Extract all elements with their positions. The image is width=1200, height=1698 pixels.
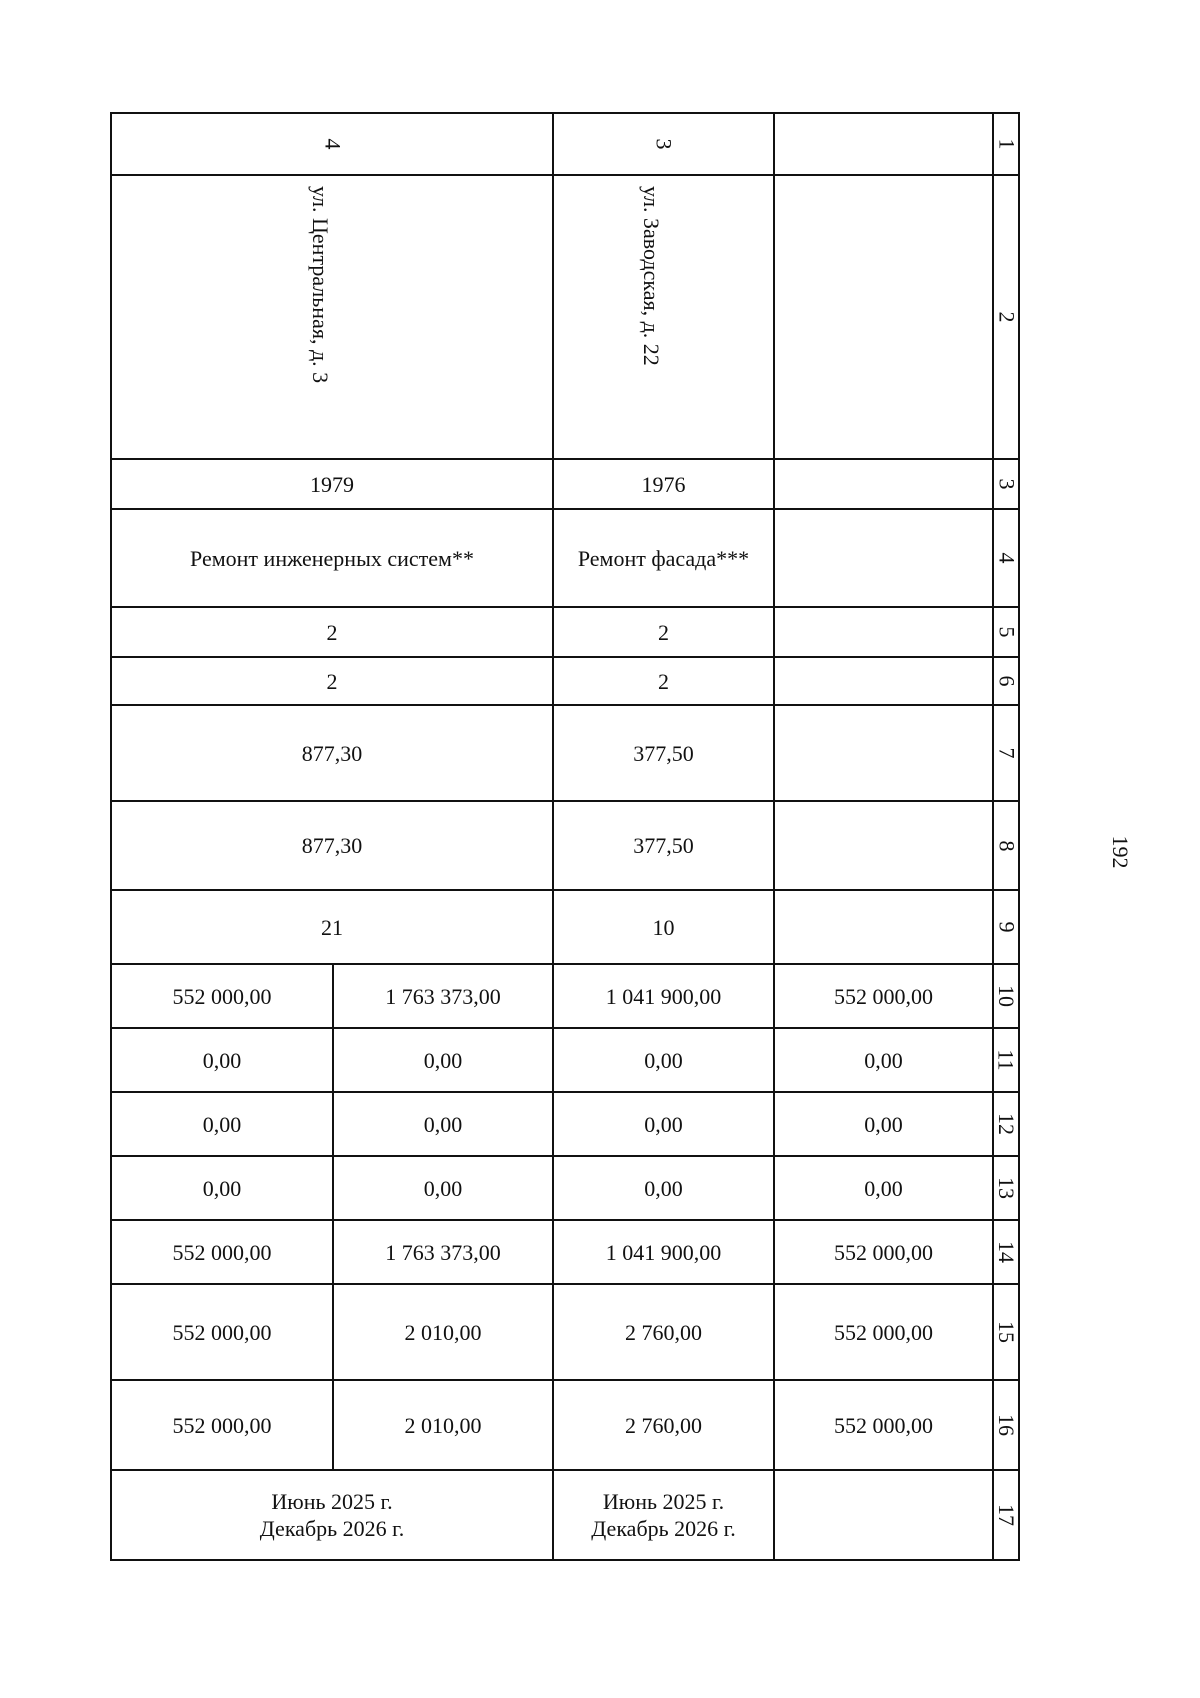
row-number-text: 14 <box>994 1241 1019 1263</box>
row-number <box>994 1157 1018 1219</box>
row-number <box>994 891 1018 963</box>
left-column-address: ул. Центральная, д. 3 <box>308 186 333 384</box>
table-cell: 552 000,00 <box>834 1239 933 1265</box>
row-number-text: 8 <box>994 840 1019 851</box>
table-cell: 0,00 <box>202 1111 242 1137</box>
row-number-text: 10 <box>994 985 1019 1007</box>
mid-column-year: 1976 <box>641 471 686 497</box>
mid-column-address: ул. Заводская, д. 22 <box>639 186 664 366</box>
table-cell: 0,00 <box>644 1047 683 1073</box>
table-cell: 552 000,00 <box>172 1412 272 1438</box>
dates-line: Декабрь 2026 г. <box>259 1516 405 1541</box>
table-cell: 0,00 <box>644 1175 683 1201</box>
row-number <box>994 965 1018 1027</box>
left-column-row8: 877,30 <box>301 833 363 858</box>
row-divider <box>112 174 1018 176</box>
left-column-row7: 877,30 <box>301 740 363 766</box>
table-cell: 2 010,00 <box>404 1412 482 1438</box>
row-number <box>994 1029 1018 1091</box>
table-cell: 2 760,00 <box>625 1412 702 1438</box>
row-number-text: 11 <box>994 1049 1019 1071</box>
row-number <box>994 802 1018 889</box>
row-number <box>994 460 1018 508</box>
index-text: 3 <box>651 138 677 150</box>
row-number-text: 5 <box>994 626 1019 638</box>
mid-column-row7: 377,50 <box>633 740 694 766</box>
row-number <box>994 706 1018 800</box>
row-number <box>994 176 1018 458</box>
table-cell: 0,00 <box>423 1175 463 1201</box>
index-text: 4 <box>320 138 345 150</box>
table-cell: 0,00 <box>864 1111 903 1137</box>
row-number <box>994 114 1018 174</box>
left-column-dates <box>112 1471 552 1559</box>
table-cell: 1 763 373,00 <box>385 1239 501 1265</box>
table-cell: 552 000,00 <box>172 1239 272 1265</box>
row-number-text: 17 <box>994 1504 1019 1526</box>
row-number-text: 4 <box>994 552 1019 564</box>
mid-column-index <box>554 114 773 174</box>
table-cell: 0,00 <box>202 1175 242 1201</box>
row-number-text: 1 <box>994 138 1019 150</box>
page-number: 192 <box>1108 835 1133 869</box>
table-cell: 0,00 <box>202 1047 242 1073</box>
row-number <box>994 658 1018 704</box>
row-number-text: 6 <box>994 675 1019 687</box>
mid-column-row8: 377,50 <box>633 833 694 858</box>
row-number <box>994 608 1018 656</box>
table-cell: 1 763 373,00 <box>385 983 501 1009</box>
row-number-text: 9 <box>994 921 1019 933</box>
row-number <box>994 510 1018 606</box>
mid-column-row9: 10 <box>652 914 675 940</box>
row-number <box>994 1471 1018 1559</box>
row-number-text: 12 <box>994 1113 1019 1135</box>
row-number-text: 3 <box>994 478 1019 490</box>
table-cell: 0,00 <box>423 1047 463 1073</box>
table-cell: 0,00 <box>864 1175 903 1201</box>
construction-table <box>110 112 1020 1561</box>
left-column-row9: 21 <box>321 914 343 940</box>
table-cell: 552 000,00 <box>834 983 933 1009</box>
table-cell: 552 000,00 <box>834 1412 933 1438</box>
table-cell: 552 000,00 <box>834 1319 933 1345</box>
mid-column-row5: 2 <box>658 619 669 645</box>
left-column-index <box>112 114 552 174</box>
dates-line: Декабрь 2026 г. <box>591 1516 736 1541</box>
row-number-text: 13 <box>994 1177 1019 1199</box>
table-cell: 0,00 <box>423 1111 463 1137</box>
dates-line: Июнь 2025 г. <box>602 1489 725 1514</box>
table-cell: 2 760,00 <box>625 1319 702 1345</box>
row-number <box>994 1093 1018 1155</box>
row-number <box>994 1221 1018 1283</box>
left-column-year: 1979 <box>310 471 354 497</box>
row-number-text: 15 <box>994 1321 1019 1343</box>
left-column-row6: 2 <box>326 668 338 694</box>
mid-column-row6: 2 <box>658 668 669 694</box>
mid-column-work-type: Ремонт фасада*** <box>577 545 750 571</box>
table-cell: 1 041 900,00 <box>605 983 722 1009</box>
table-cell: 0,00 <box>644 1111 683 1137</box>
row-number-text: 2 <box>994 311 1019 323</box>
table-cell: 2 010,00 <box>404 1319 482 1345</box>
mid-column-dates <box>554 1471 773 1559</box>
dates-line: Июнь 2025 г. <box>271 1489 393 1514</box>
table-cell: 552 000,00 <box>172 983 272 1009</box>
row-number-text: 16 <box>994 1414 1019 1436</box>
row-number <box>994 1381 1018 1469</box>
left-column-work-type: Ремонт инженерных систем** <box>190 545 474 571</box>
row-number <box>994 1285 1018 1379</box>
table-cell: 1 041 900,00 <box>605 1239 722 1265</box>
row-number-text: 7 <box>994 747 1019 759</box>
table-cell: 0,00 <box>864 1047 903 1073</box>
left-column-row5: 2 <box>326 619 338 645</box>
table-cell: 552 000,00 <box>172 1319 272 1345</box>
